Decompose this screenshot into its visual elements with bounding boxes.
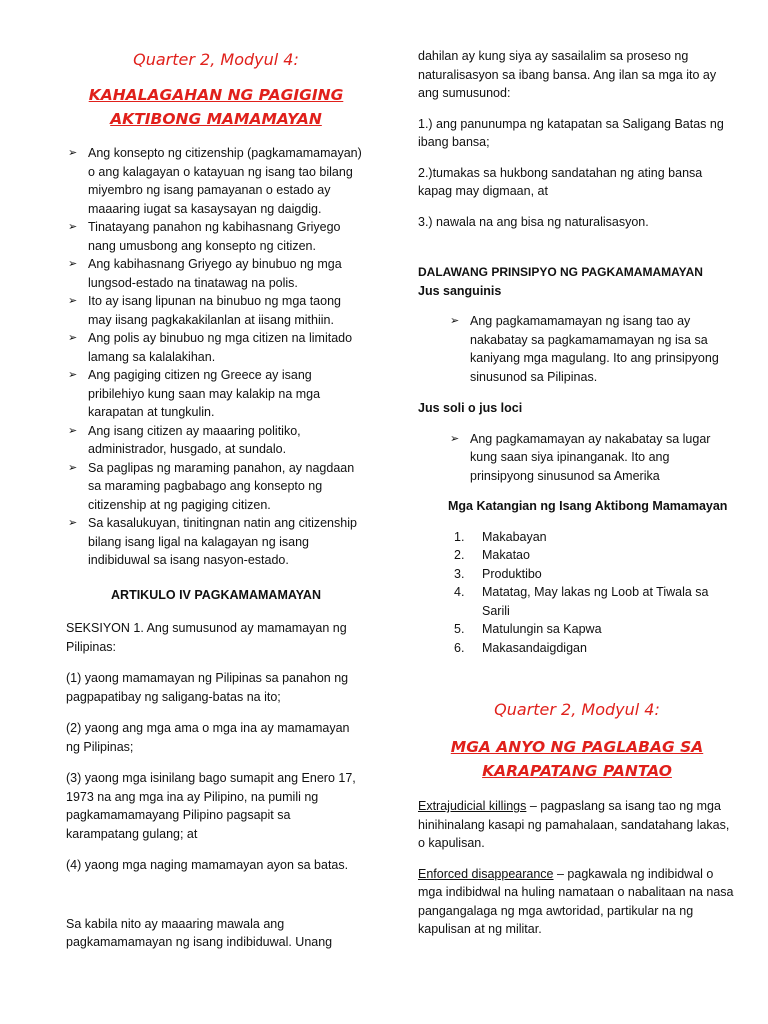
term-name: Enforced disappearance — [418, 866, 554, 881]
citizen-item: (4) yaong mga naging mamamayan ayon sa batas. — [66, 858, 349, 872]
katangian-list — [448, 528, 736, 658]
module-title-right-line2: KARAPATANG PANTAO — [482, 762, 672, 780]
jus-sanguinis-heading: Jus sanguinis — [418, 283, 502, 298]
term-extrajudicial: Extrajudicial killings – pagpaslang sa isang tao ng mga hinihinalang kasapi ng pamahalaan, sandatahang lakas, o kapulisan. — [418, 799, 730, 850]
katangian-item: 6. Makasandaigdigan — [454, 640, 587, 655]
arrow-bullet-icon: ➢ — [68, 461, 78, 474]
closing-paragraph: Sa kabila nito ay maaaring mawala ang pagkamamamayan ng isang indibiduwal. Unang — [66, 916, 333, 949]
bullet-item: ➢ Ito ay isang lipunan na binubuo ng mga taong may iisang pagkakakilanlan at iisang mithiin. — [68, 294, 341, 327]
citizenship-bullets — [66, 144, 366, 570]
bullet-item: ➢ Sa kasalukuyan, tinitingnan natin ang citizenship bilang isang ligal na kalagayan ng isang indibiduwal sa isang nasyon-estado. — [68, 516, 357, 567]
citizen-item: (2) yaong ang mga ama o mga ina ay mamamayan ng Pilipinas; — [66, 721, 350, 754]
jus-sanguinis-list — [448, 312, 736, 386]
bullet-item: ➢ Tinatayang panahon ng kabihasnang Griyego nang umusbong ang konsepto ng citizen. — [68, 220, 341, 253]
bullet-item: ➢ Ang konsepto ng citizenship (pagkamamamayan) o ang kalagayan o katayuan ng isang tao bilang miyembro ng isang pamayanan o estado ay maaaring iugat sa kasaysayan ng daigdig. — [68, 146, 362, 216]
arrow-bullet-icon: ➢ — [68, 221, 78, 233]
continuation-paragraph: dahilan ay kung siya ay sasailalim sa proseso ng naturalisasyon sa ibang bansa. Ang ilan sa mga ito ay ang sumusunod: — [418, 49, 717, 100]
katangian-item: 4. Matatag, May lakas ng Loob at Tiwala sa Sarili — [454, 585, 709, 618]
quarter-title-right: Quarter 2, Modyul 4: — [494, 700, 660, 719]
citizen-item: (1) yaong mamamayan ng Pilipinas sa panahon ng pagpapatibay ng saligang-batas na ito; — [66, 671, 349, 704]
prinsipyo-heading: DALAWANG PRINSIPYO NG PAGKAMAMAMAYAN — [418, 265, 703, 279]
katangian-heading: Mga Katangian ng Isang Aktibong Mamamayan — [448, 499, 728, 513]
arrow-bullet-icon: ➢ — [450, 315, 460, 327]
quarter-title-left: Quarter 2, Modyul 4: — [133, 50, 299, 69]
bullet-item: ➢ Ang kabihasnang Griyego ay binubuo ng mga lungsod-estado na tinatawag na polis. — [68, 257, 342, 290]
katangian-item: 5. Matulungin sa Kapwa — [454, 622, 602, 636]
right-column — [418, 0, 736, 939]
module-title-right-line1: MGA ANYO NG PAGLABAG SA — [450, 738, 704, 756]
reason-item: 3.) nawala na ang bisa ng naturalisasyon. — [418, 214, 649, 229]
bullet-item: ➢ Ang pagiging citizen ng Greece ay isang pribilehiyo kung saan may kalakip na mga karapatan at tungkulin. — [68, 368, 321, 419]
term-enforced-disappearance: Enforced disappearance – pagkawala ng indibidwal o mga indibidwal na huling namataan o nabalitaan na nasa pangangalaga ng mga awtoridad, partikular na ng kapulisan at ng militar. — [418, 866, 734, 936]
arrow-bullet-icon: ➢ — [68, 147, 78, 159]
katangian-item: 2. Makatao — [454, 548, 530, 562]
seksiyon-text: SEKSIYON 1. Ang sumusunod ay mamamayan ng Pilipinas: — [66, 621, 347, 654]
term-name: Extrajudicial killings — [418, 799, 527, 813]
reason-item: 1.) ang panunumpa ng katapatan sa Saligang Batas ng ibang bansa; — [418, 116, 724, 149]
jus-soli-heading: Jus soli o jus loci — [418, 401, 523, 415]
bullet-item: ➢ Ang polis ay binubuo ng mga citizen na limitado lamang sa kalalakihan. — [68, 331, 353, 364]
left-column — [66, 0, 366, 952]
bullet-item: ➢ Ang pagkamamayan ay nakabatay sa lugar kung saan siya ipinanganak. Ito ang prinsipyong sinusunod sa Amerika — [450, 431, 711, 483]
arrow-bullet-icon: ➢ — [68, 295, 78, 307]
arrow-bullet-icon: ➢ — [68, 332, 78, 344]
citizen-item: (3) yaong mga isinilang bago sumapit ang Enero 17, 1973 na ang mga ina ay Pilipino, na pumili ng pagkamamamayang Pilipino pagsapit sa karampatang gulang; at — [66, 771, 356, 841]
jus-soli-list — [448, 430, 736, 486]
katangian-item: 3. Produktibo — [454, 566, 542, 581]
arrow-bullet-icon: ➢ — [450, 432, 460, 445]
bullet-item: ➢ Sa paglipas ng maraming panahon, ay nagdaan sa maraming pagbabago ang konsepto ng citizenship at ng pagiging citizen. — [68, 460, 355, 512]
module-title-left-line2: AKTIBONG MAMAMAYAN — [110, 110, 322, 128]
bullet-item: ➢ Ang pagkamamamayan ng isang tao ay nakabatay sa pagkamamamayan ng isa sa kaniyang mga magulang. Ito ang prinsipyong sinusunod sa Pilipinas. — [450, 314, 719, 384]
katangian-item: 1. Makabayan — [454, 529, 547, 544]
arrow-bullet-icon: ➢ — [68, 258, 78, 270]
arrow-bullet-icon: ➢ — [68, 517, 78, 529]
arrow-bullet-icon: ➢ — [68, 369, 78, 381]
module-title-left-line1: KAHALAGAHAN NG PAGIGING — [88, 86, 344, 104]
reason-item: 2.)tumakas sa hukbong sandatahan ng ating bansa kapag may digmaan, at — [418, 165, 703, 198]
bullet-item: ➢ Ang isang citizen ay maaaring politiko, administrador, husgado, at sundalo. — [68, 423, 301, 456]
arrow-bullet-icon: ➢ — [68, 424, 78, 437]
artikulo-heading: ARTIKULO IV PAGKAMAMAMAYAN — [111, 587, 321, 602]
